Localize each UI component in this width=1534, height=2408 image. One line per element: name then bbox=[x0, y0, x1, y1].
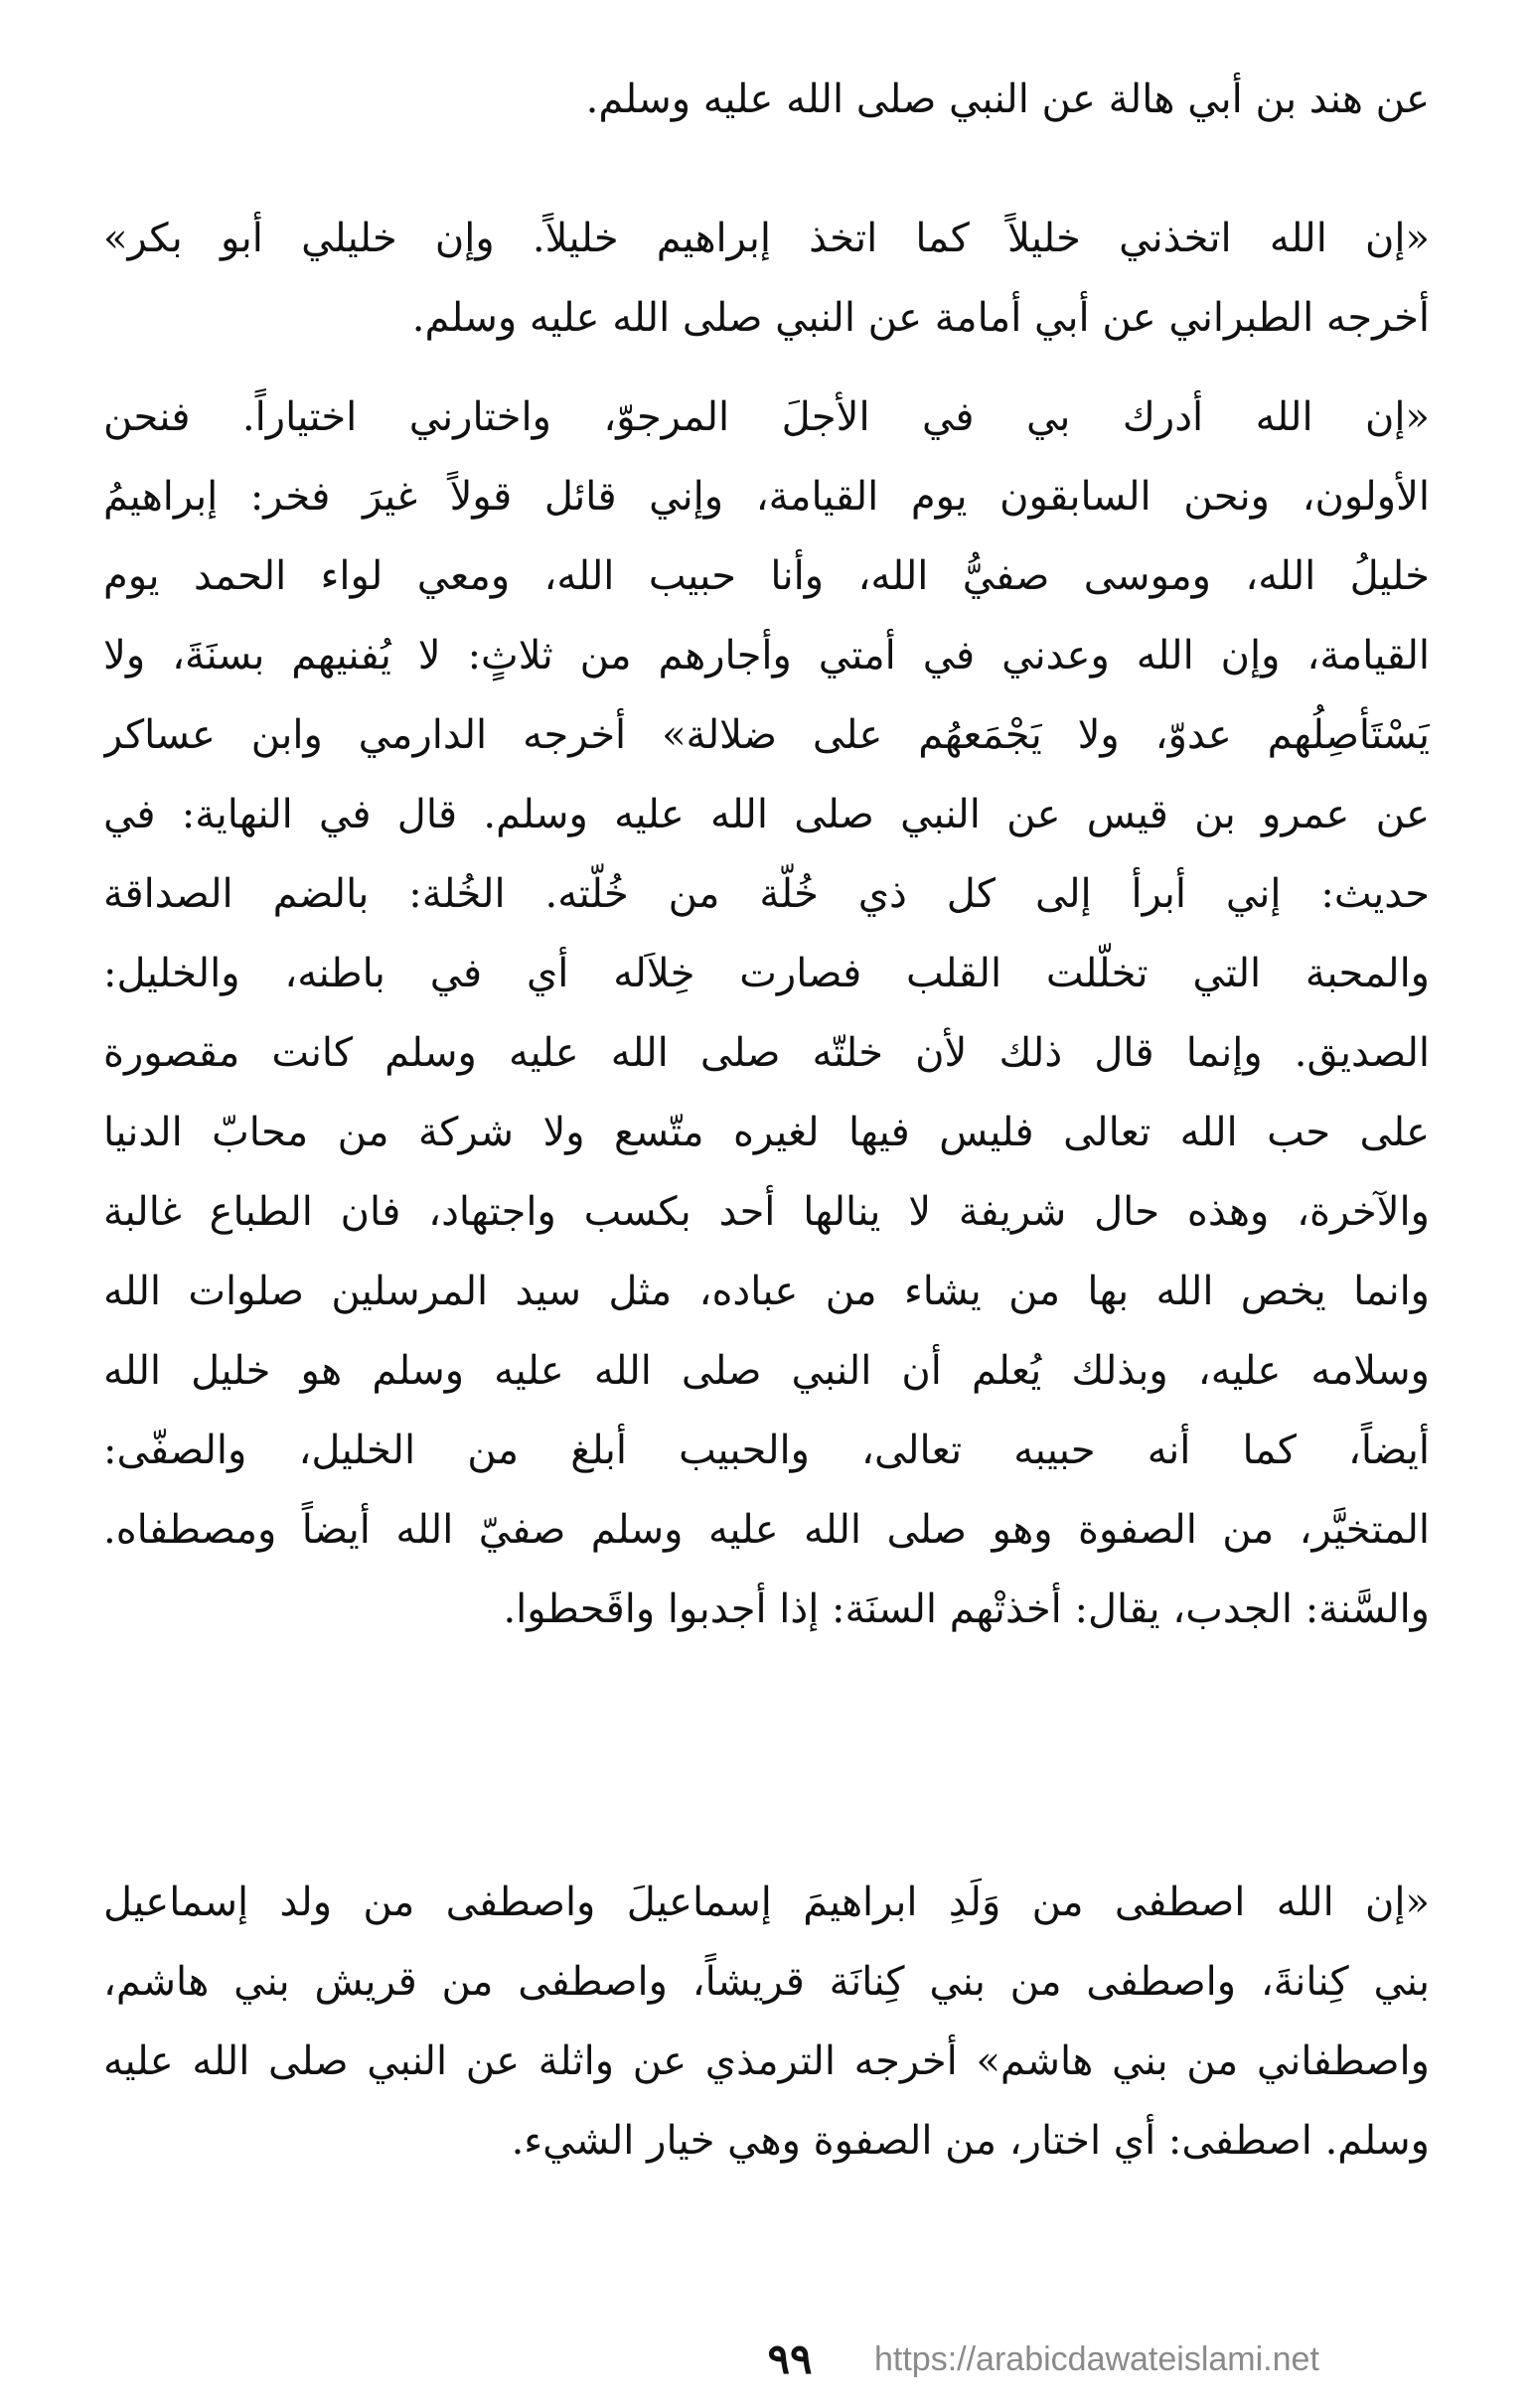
text-line: الصديق. وإنما قال ذلك لأن خلتّه صلى الله عليه وسلم كانت مقصورة bbox=[103, 1030, 1430, 1076]
text-line: عن هند بن أبي هالة عن النبي صلى الله عليه وسلم. bbox=[585, 76, 1430, 122]
page-footer bbox=[0, 2320, 1534, 2399]
text-line: واصطفاني من بني هاشم» أخرجه الترمذي عن واثلة عن النبي صلى الله عليه bbox=[103, 2038, 1430, 2084]
paragraph-1 bbox=[103, 60, 1430, 139]
text-line: خليلُ الله، وموسى صفيُّ الله، وأنا حبيب الله، ومعي لواء الحمد يوم bbox=[103, 553, 1430, 599]
text-line: حديث: إني أبرأ إلى كل ذي خُلّة من خُلّته. الخُلة: بالضم الصداقة bbox=[103, 871, 1430, 917]
text-line: وانما يخص الله بها من يشاء من عباده، مثل سيد المرسلين صلوات الله bbox=[103, 1269, 1430, 1314]
text-line: والسَّنة: الجدب، يقال: أخذتْهم السنَة: إذا أجدبوا واقَحطوا. bbox=[503, 1586, 1430, 1632]
paragraph-3 bbox=[103, 377, 1430, 1649]
text-line: يَسْتَأصِلُهم عدوّ، ولا يَجْمَعهُم على ضلالة» أخرجه الدارمي وابن عساكر bbox=[103, 712, 1430, 758]
text-line: الأولون، ونحن السابقون يوم القيامة، وإني قائل قولاً غيرَ فخر: إبراهيمُ bbox=[103, 474, 1430, 520]
text-line: بني كِنانةَ، واصطفى من بني كِنانَة قريشاً، واصطفى من قريش بني هاشم، bbox=[103, 1959, 1430, 2005]
text-line: «إن الله اصطفى من وَلَدِ ابراهيمَ إسماعيلَ واصطفى من ولد إسماعيل bbox=[103, 1880, 1430, 1925]
text-line: وسلامه عليه، وبذلك يُعلم أن النبي صلى الله عليه وسلم هو خليل الله bbox=[103, 1348, 1430, 1394]
text-line: على حب الله تعالى فليس فيها لغيره متّسع ولا شركة من محابّ الدنيا bbox=[103, 1110, 1430, 1155]
text-line: والمحبة التي تخلّلت القلب فصارت خِلاَله أي في باطنه، والخليل: bbox=[103, 951, 1430, 996]
text-line: المتخيَّر، من الصفوة وهو صلى الله عليه وسلم صفيّ الله أيضاً ومصطفاه. bbox=[103, 1507, 1430, 1553]
watermark-url: https://arabicdawateislami.net bbox=[874, 2340, 1319, 2378]
text-line: أخرجه الطبراني عن أبي أمامة عن النبي صلى الله عليه وسلم. bbox=[411, 295, 1430, 341]
paragraph-2 bbox=[103, 199, 1430, 358]
page-number: ٩٩ bbox=[767, 2334, 813, 2383]
text-line: «إن الله اتخذني خليلاً كما اتخذ إبراهيم خليلاً. وإن خليلي أبو بكر» bbox=[103, 216, 1430, 261]
text-line: عن عمرو بن قيس عن النبي صلى الله عليه وسلم. قال في النهاية: في bbox=[103, 792, 1430, 837]
paragraph-4 bbox=[103, 1863, 1430, 2181]
text-line: أيضاً، كما أنه حبيبه تعالى، والحبيب أبلغ من الخليل، والصفّى: bbox=[103, 1428, 1430, 1473]
text-line: القيامة، وإن الله وعدني في أمتي وأجارهم من ثلاثٍ: لا يُفنيهم بسنَةَ، ولا bbox=[103, 633, 1430, 678]
text-line: وسلم. اصطفى: أي اختار، من الصفوة وهي خيار الشيء. bbox=[511, 2118, 1430, 2164]
text-line: والآخرة، وهذه حال شريفة لا ينالها أحد بكسب واجتهاد، فان الطباع غالبة bbox=[103, 1189, 1430, 1235]
text-line: «إن الله أدرك بي في الأجلَ المرجوّ، واختارني اختياراً. فنحن bbox=[103, 394, 1430, 440]
